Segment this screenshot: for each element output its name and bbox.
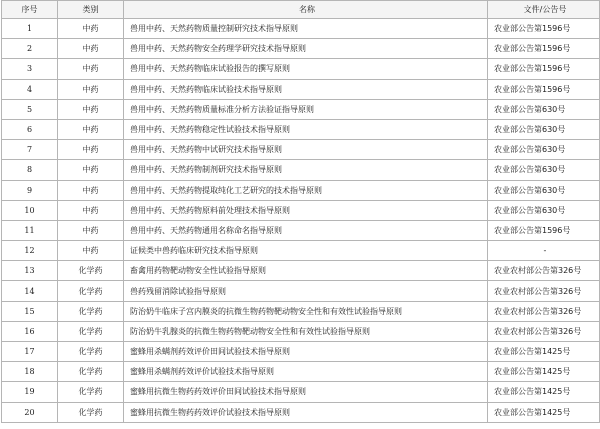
table-body <box>2 19 600 423</box>
row-category: 中药 <box>58 140 124 160</box>
row-serial-number: 20 <box>2 402 58 422</box>
row-guideline-name: 兽用中药、天然药物临床试验报告的撰写原则 <box>124 59 488 79</box>
row-document-number: 农业部公告第630号 <box>488 180 600 200</box>
row-category: 中药 <box>58 59 124 79</box>
row-guideline-name: 兽用中药、天然药物临床试验技术指导原则 <box>124 79 488 99</box>
row-serial-number: 16 <box>2 321 58 341</box>
row-document-number: - <box>488 241 600 261</box>
table-row <box>2 140 600 160</box>
header-document-number: 文件/公告号 <box>488 1 600 19</box>
row-serial-number: 1 <box>2 19 58 39</box>
row-category: 化学药 <box>58 281 124 301</box>
header-category: 类别 <box>58 1 124 19</box>
row-guideline-name: 兽用中药、天然药物质量标准分析方法验证指导原则 <box>124 99 488 119</box>
row-guideline-name: 防治奶牛临床子宫内膜炎的抗微生物药物靶动物安全性和有效性试验指导原则 <box>124 301 488 321</box>
table-row <box>2 342 600 362</box>
row-category: 中药 <box>58 99 124 119</box>
row-category: 化学药 <box>58 261 124 281</box>
row-guideline-name: 证候类中兽药临床研究技术指导原则 <box>124 241 488 261</box>
table-row <box>2 160 600 180</box>
table-row <box>2 39 600 59</box>
row-document-number: 农业部公告第630号 <box>488 119 600 139</box>
row-document-number: 农业农村部公告第326号 <box>488 281 600 301</box>
row-guideline-name: 兽用中药、天然药物制剂研究技术指导原则 <box>124 160 488 180</box>
row-document-number: 农业部公告第1425号 <box>488 382 600 402</box>
row-document-number: 农业部公告第630号 <box>488 140 600 160</box>
row-category: 化学药 <box>58 342 124 362</box>
row-serial-number: 3 <box>2 59 58 79</box>
row-category: 中药 <box>58 19 124 39</box>
row-guideline-name: 蜜蜂用抗微生物药药效评价田间试验技术指导原则 <box>124 382 488 402</box>
table-row <box>2 261 600 281</box>
table-row <box>2 321 600 341</box>
row-document-number: 农业部公告第1425号 <box>488 362 600 382</box>
row-guideline-name: 兽用中药、天然药物质量控制研究技术指导原则 <box>124 19 488 39</box>
header-name: 名称 <box>124 1 488 19</box>
row-guideline-name: 防治奶牛乳腺炎的抗微生物药物靶动物安全性和有效性试验指导原则 <box>124 321 488 341</box>
row-document-number: 农业部公告第630号 <box>488 160 600 180</box>
row-document-number: 农业部公告第1425号 <box>488 402 600 422</box>
row-serial-number: 8 <box>2 160 58 180</box>
row-document-number: 农业农村部公告第326号 <box>488 321 600 341</box>
row-category: 化学药 <box>58 402 124 422</box>
guideline-table <box>1 0 600 423</box>
row-category: 中药 <box>58 180 124 200</box>
row-category: 中药 <box>58 119 124 139</box>
row-document-number: 农业部公告第1596号 <box>488 39 600 59</box>
table-row <box>2 59 600 79</box>
header-serial-number: 序号 <box>2 1 58 19</box>
row-category: 化学药 <box>58 362 124 382</box>
row-guideline-name: 蜜蜂用抗微生物药药效评价试验技术指导原则 <box>124 402 488 422</box>
table-row <box>2 220 600 240</box>
table-row <box>2 200 600 220</box>
row-serial-number: 17 <box>2 342 58 362</box>
row-document-number: 农业部公告第1596号 <box>488 59 600 79</box>
row-document-number: 农业部公告第1596号 <box>488 79 600 99</box>
table-row <box>2 402 600 422</box>
table-row <box>2 19 600 39</box>
row-serial-number: 12 <box>2 241 58 261</box>
row-category: 化学药 <box>58 301 124 321</box>
row-category: 中药 <box>58 241 124 261</box>
row-document-number: 农业部公告第630号 <box>488 99 600 119</box>
row-serial-number: 4 <box>2 79 58 99</box>
row-guideline-name: 兽用中药、天然药物中试研究技术指导原则 <box>124 140 488 160</box>
table-header <box>2 1 600 19</box>
row-serial-number: 7 <box>2 140 58 160</box>
row-document-number: 农业部公告第1596号 <box>488 19 600 39</box>
row-category: 中药 <box>58 39 124 59</box>
row-guideline-name: 兽用中药、天然药物安全药理学研究技术指导原则 <box>124 39 488 59</box>
row-document-number: 农业部公告第1425号 <box>488 342 600 362</box>
row-serial-number: 11 <box>2 220 58 240</box>
row-document-number: 农业农村部公告第326号 <box>488 301 600 321</box>
row-guideline-name: 兽用中药、天然药物提取纯化工艺研究的技术指导原则 <box>124 180 488 200</box>
row-guideline-name: 兽药残留消除试验指导原则 <box>124 281 488 301</box>
row-category: 中药 <box>58 160 124 180</box>
table-row <box>2 119 600 139</box>
row-serial-number: 15 <box>2 301 58 321</box>
row-serial-number: 2 <box>2 39 58 59</box>
header-row <box>2 1 600 19</box>
row-document-number: 农业部公告第630号 <box>488 200 600 220</box>
row-serial-number: 18 <box>2 362 58 382</box>
table-row <box>2 99 600 119</box>
row-serial-number: 5 <box>2 99 58 119</box>
row-guideline-name: 蜜蜂用杀螨剂药效评价试验技术指导原则 <box>124 362 488 382</box>
row-guideline-name: 兽用中药、天然药物通用名称命名指导原则 <box>124 220 488 240</box>
row-guideline-name: 畜禽用药物靶动物安全性试验指导原则 <box>124 261 488 281</box>
row-guideline-name: 蜜蜂用杀螨剂药效评价田间试验技术指导原则 <box>124 342 488 362</box>
table-row <box>2 79 600 99</box>
table-row <box>2 301 600 321</box>
row-serial-number: 6 <box>2 119 58 139</box>
row-category: 中药 <box>58 220 124 240</box>
table-row <box>2 180 600 200</box>
row-guideline-name: 兽用中药、天然药物原料前处理技术指导原则 <box>124 200 488 220</box>
row-serial-number: 10 <box>2 200 58 220</box>
row-category: 化学药 <box>58 321 124 341</box>
row-guideline-name: 兽用中药、天然药物稳定性试验技术指导原则 <box>124 119 488 139</box>
row-serial-number: 19 <box>2 382 58 402</box>
row-document-number: 农业部公告第1596号 <box>488 220 600 240</box>
row-document-number: 农业农村部公告第326号 <box>488 261 600 281</box>
row-category: 中药 <box>58 200 124 220</box>
table-row <box>2 241 600 261</box>
row-serial-number: 13 <box>2 261 58 281</box>
table-row <box>2 362 600 382</box>
row-category: 化学药 <box>58 382 124 402</box>
table-row <box>2 382 600 402</box>
row-serial-number: 9 <box>2 180 58 200</box>
row-serial-number: 14 <box>2 281 58 301</box>
row-category: 中药 <box>58 79 124 99</box>
table-row <box>2 281 600 301</box>
